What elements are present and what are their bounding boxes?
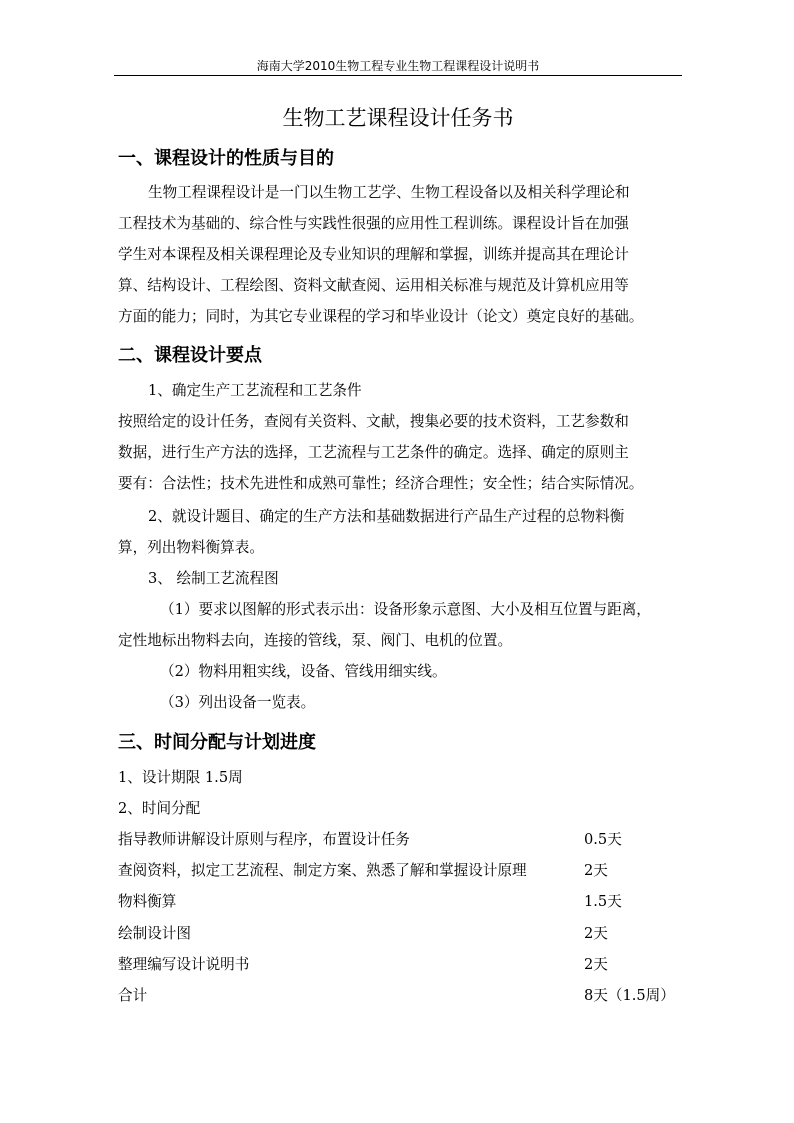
section2-heading: 二、课程设计要点 xyxy=(118,345,262,366)
schedule-time: 2天 xyxy=(584,925,608,942)
section1-line: 学生对本课程及相关课程理论及专业知识的理解和掌握，训练并提高其在理论计 xyxy=(118,246,629,263)
schedule-time: 2天 xyxy=(584,862,608,879)
schedule-total-label: 合计 xyxy=(118,987,148,1004)
sub2-line: （2）物料用粗实线，设备、管线用细实线。 xyxy=(160,663,447,680)
section1-heading: 一、课程设计的性质与目的 xyxy=(118,148,334,169)
sub3-line: （3）列出设备一览表。 xyxy=(160,694,316,711)
item1-line: 按照给定的设计任务，查阅有关资料、文献，搜集必要的技术资料，工艺参数和 xyxy=(118,413,629,430)
schedule-time: 1.5天 xyxy=(584,893,622,910)
item2-line: 2、就设计题目、确定的生产方法和基础数据进行产品生产过程的总物料衡 xyxy=(148,508,625,525)
sub1-line: 定性地标出物料去向，连接的管线，泵、阀门、电机的位置。 xyxy=(118,632,513,649)
schedule-task: 绘制设计图 xyxy=(118,925,191,942)
header-rule xyxy=(114,75,682,76)
page-header: 海南大学2010生物工程专业生物工程课程设计说明书 xyxy=(256,59,540,73)
item2-line: 算，列出物料衡算表。 xyxy=(118,539,264,556)
schedule-task: 指导教师讲解设计原则与程序，布置设计任务 xyxy=(118,831,410,848)
schedule-total-time: 8天（1.5周） xyxy=(584,987,675,1004)
section1-line: 算、结构设计、工程绘图、资料文献查阅、运用相关标准与规范及计算机应用等 xyxy=(118,277,629,294)
item1-title: 1、确定生产工艺流程和工艺条件 xyxy=(148,382,362,399)
allocation-title: 2、时间分配 xyxy=(118,800,201,817)
schedule-time: 2天 xyxy=(584,956,608,973)
design-period: 1、设计期限 1.5周 xyxy=(118,769,243,786)
section3-heading: 三、时间分配与计划进度 xyxy=(118,732,316,753)
section1-line: 方面的能力；同时，为其它专业课程的学习和毕业设计（论文）奠定良好的基础。 xyxy=(118,308,644,325)
document-title: 生物工艺课程设计任务书 xyxy=(282,106,514,130)
section1-line: 工程技术为基础的、综合性与实践性很强的应用性工程训练。课程设计旨在加强 xyxy=(118,215,629,232)
sub1-line: （1）要求以图解的形式表示出：设备形象示意图、大小及相互位置与距离， xyxy=(160,601,651,618)
schedule-time: 0.5天 xyxy=(584,831,622,848)
item3-title: 3、 绘制工艺流程图 xyxy=(148,570,279,587)
item1-line: 数据，进行生产方法的选择，工艺流程与工艺条件的确定。选择、确定的原则主 xyxy=(118,444,629,461)
schedule-task: 查阅资料，拟定工艺流程、制定方案、熟悉了解和掌握设计原理 xyxy=(118,862,527,879)
section1-line: 生物工程课程设计是一门以生物工艺学、生物工程设备以及相关科学理论和 xyxy=(148,184,630,201)
schedule-task: 物料衡算 xyxy=(118,893,177,910)
schedule-task: 整理编写设计说明书 xyxy=(118,956,250,973)
item1-line: 要有：合法性；技术先进性和成熟可靠性；经济合理性；安全性；结合实际情况。 xyxy=(118,475,644,492)
